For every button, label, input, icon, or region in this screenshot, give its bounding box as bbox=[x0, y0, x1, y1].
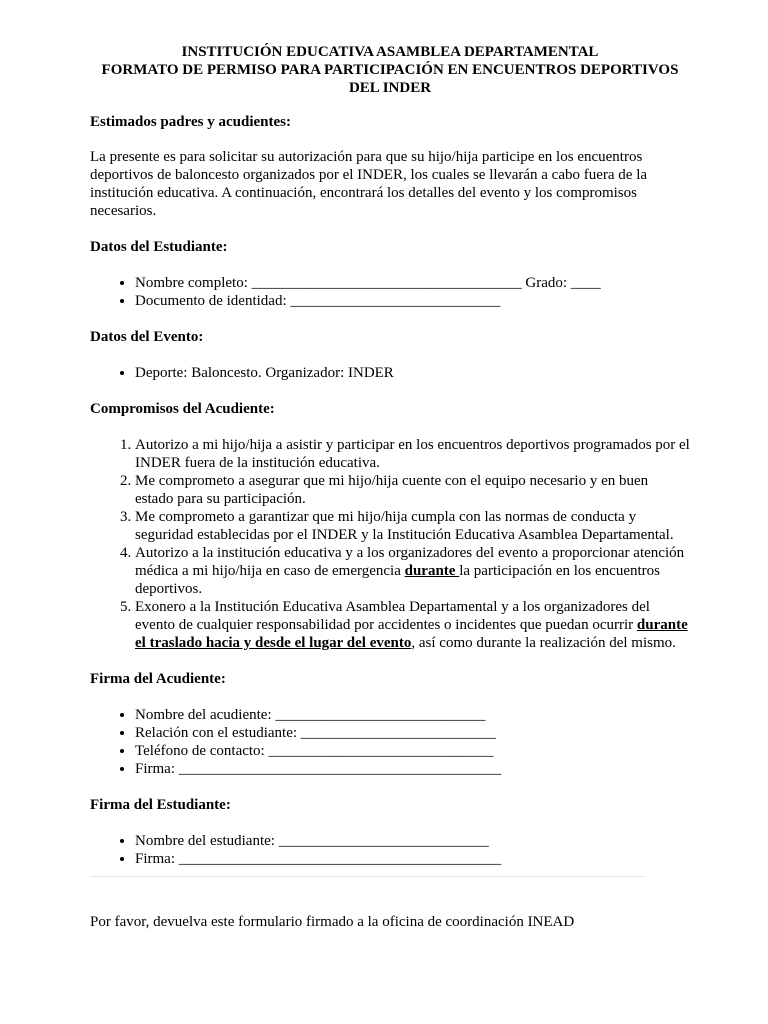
student-signature-list bbox=[90, 832, 690, 868]
section-title-student-data: Datos del Estudiante: bbox=[90, 239, 228, 255]
commitment-item-3: 3. Me comprometo a garantizar que mi hijo/hija cumpla con las normas de conducta y seguridad establecidas por el INDER y la Institución Educativa Asamblea Departamental. bbox=[135, 508, 690, 544]
header-line-inder: DEL INDER bbox=[348, 80, 432, 96]
header-line-institution: INSTITUCIÓN EDUCATIVA ASAMBLEA DEPARTAMENTAL bbox=[181, 44, 599, 60]
section-title-commitments: Compromisos del Acudiente: bbox=[90, 401, 275, 417]
commitment-5-emphasis: durante el traslado hacia y desde el lugar del evento bbox=[135, 617, 688, 651]
commitment-item-2: 2. Me comprometo a asegurar que mi hijo/hija cuente con el equipo necesario y en buen estado para su participación. bbox=[135, 472, 690, 508]
commitment-item-4 bbox=[135, 544, 690, 598]
document-header bbox=[90, 43, 690, 97]
commitment-5-text-start: Exonero a la Institución Educativa Asamblea Departamental y a los organizadores del evento de cualquier responsabilidad por accidentes o incidentes que puedan ocurrir bbox=[135, 599, 650, 633]
guardian-signature-list bbox=[90, 706, 690, 778]
field-guardian-name: • Nombre del acudiente: ____________________________ bbox=[135, 706, 690, 724]
section-title-guardian-signature: Firma del Acudiente: bbox=[90, 671, 226, 687]
commitment-5-text-end: , así como durante la realización del mismo. bbox=[411, 635, 676, 651]
field-guardian-signature: • Firma: ___________________________________________ bbox=[135, 760, 690, 778]
commitment-4-text-start: Autorizo a la institución educativa y a los organizadores del evento a proporcionar atención médica a mi hijo/hija en caso de emergencia bbox=[135, 545, 685, 579]
commitment-item-5 bbox=[135, 598, 690, 652]
section-title-student-signature: Firma del Estudiante: bbox=[90, 797, 231, 813]
field-full-name: • Nombre completo: ____________________________________ Grado: ____ bbox=[135, 274, 690, 292]
divider-line bbox=[90, 876, 644, 877]
commitment-item-1: 1. Autorizo a mi hijo/hija a asistir y participar en los encuentros deportivos programados por el INDER fuera de la institución educativa. bbox=[135, 436, 690, 472]
field-student-signature: • Firma: ___________________________________________ bbox=[135, 850, 690, 868]
commitments-list bbox=[90, 436, 690, 652]
header-line-form-title: FORMATO DE PERMISO PARA PARTICIPACIÓN EN ENCUENTROS DEPORTIVOS bbox=[101, 62, 679, 78]
event-data-list bbox=[90, 364, 690, 382]
section-title-event-data: Datos del Evento: bbox=[90, 329, 204, 345]
footer-note: Por favor, devuelva este formulario firmado a la oficina de coordinación INEAD bbox=[90, 914, 575, 930]
field-student-name: • Nombre del estudiante: ____________________________ bbox=[135, 832, 690, 850]
intro-paragraph: La presente es para solicitar su autorización para que su hijo/hija participe en los encuentros deportivos de baloncesto organizados por el INDER, los cuales se llevarán a cabo fuera de la institución educativa. A continuación, encontrará los detalles del evento y los compromisos necesarios. bbox=[90, 149, 648, 219]
document-page bbox=[90, 43, 690, 931]
student-data-list bbox=[90, 274, 690, 310]
greeting: Estimados padres y acudientes: bbox=[90, 114, 291, 130]
commitment-4-emphasis: durante bbox=[404, 563, 460, 579]
field-sport-organizer: • Deporte: Baloncesto. Organizador: INDER bbox=[135, 364, 690, 382]
field-contact-phone: • Teléfono de contacto: ______________________________ bbox=[135, 742, 690, 760]
field-id-document: • Documento de identidad: ____________________________ bbox=[135, 292, 690, 310]
field-relationship: • Relación con el estudiante: __________________________ bbox=[135, 724, 690, 742]
commitment-4-text-end: la participación en los encuentros deportivos. bbox=[135, 563, 660, 597]
